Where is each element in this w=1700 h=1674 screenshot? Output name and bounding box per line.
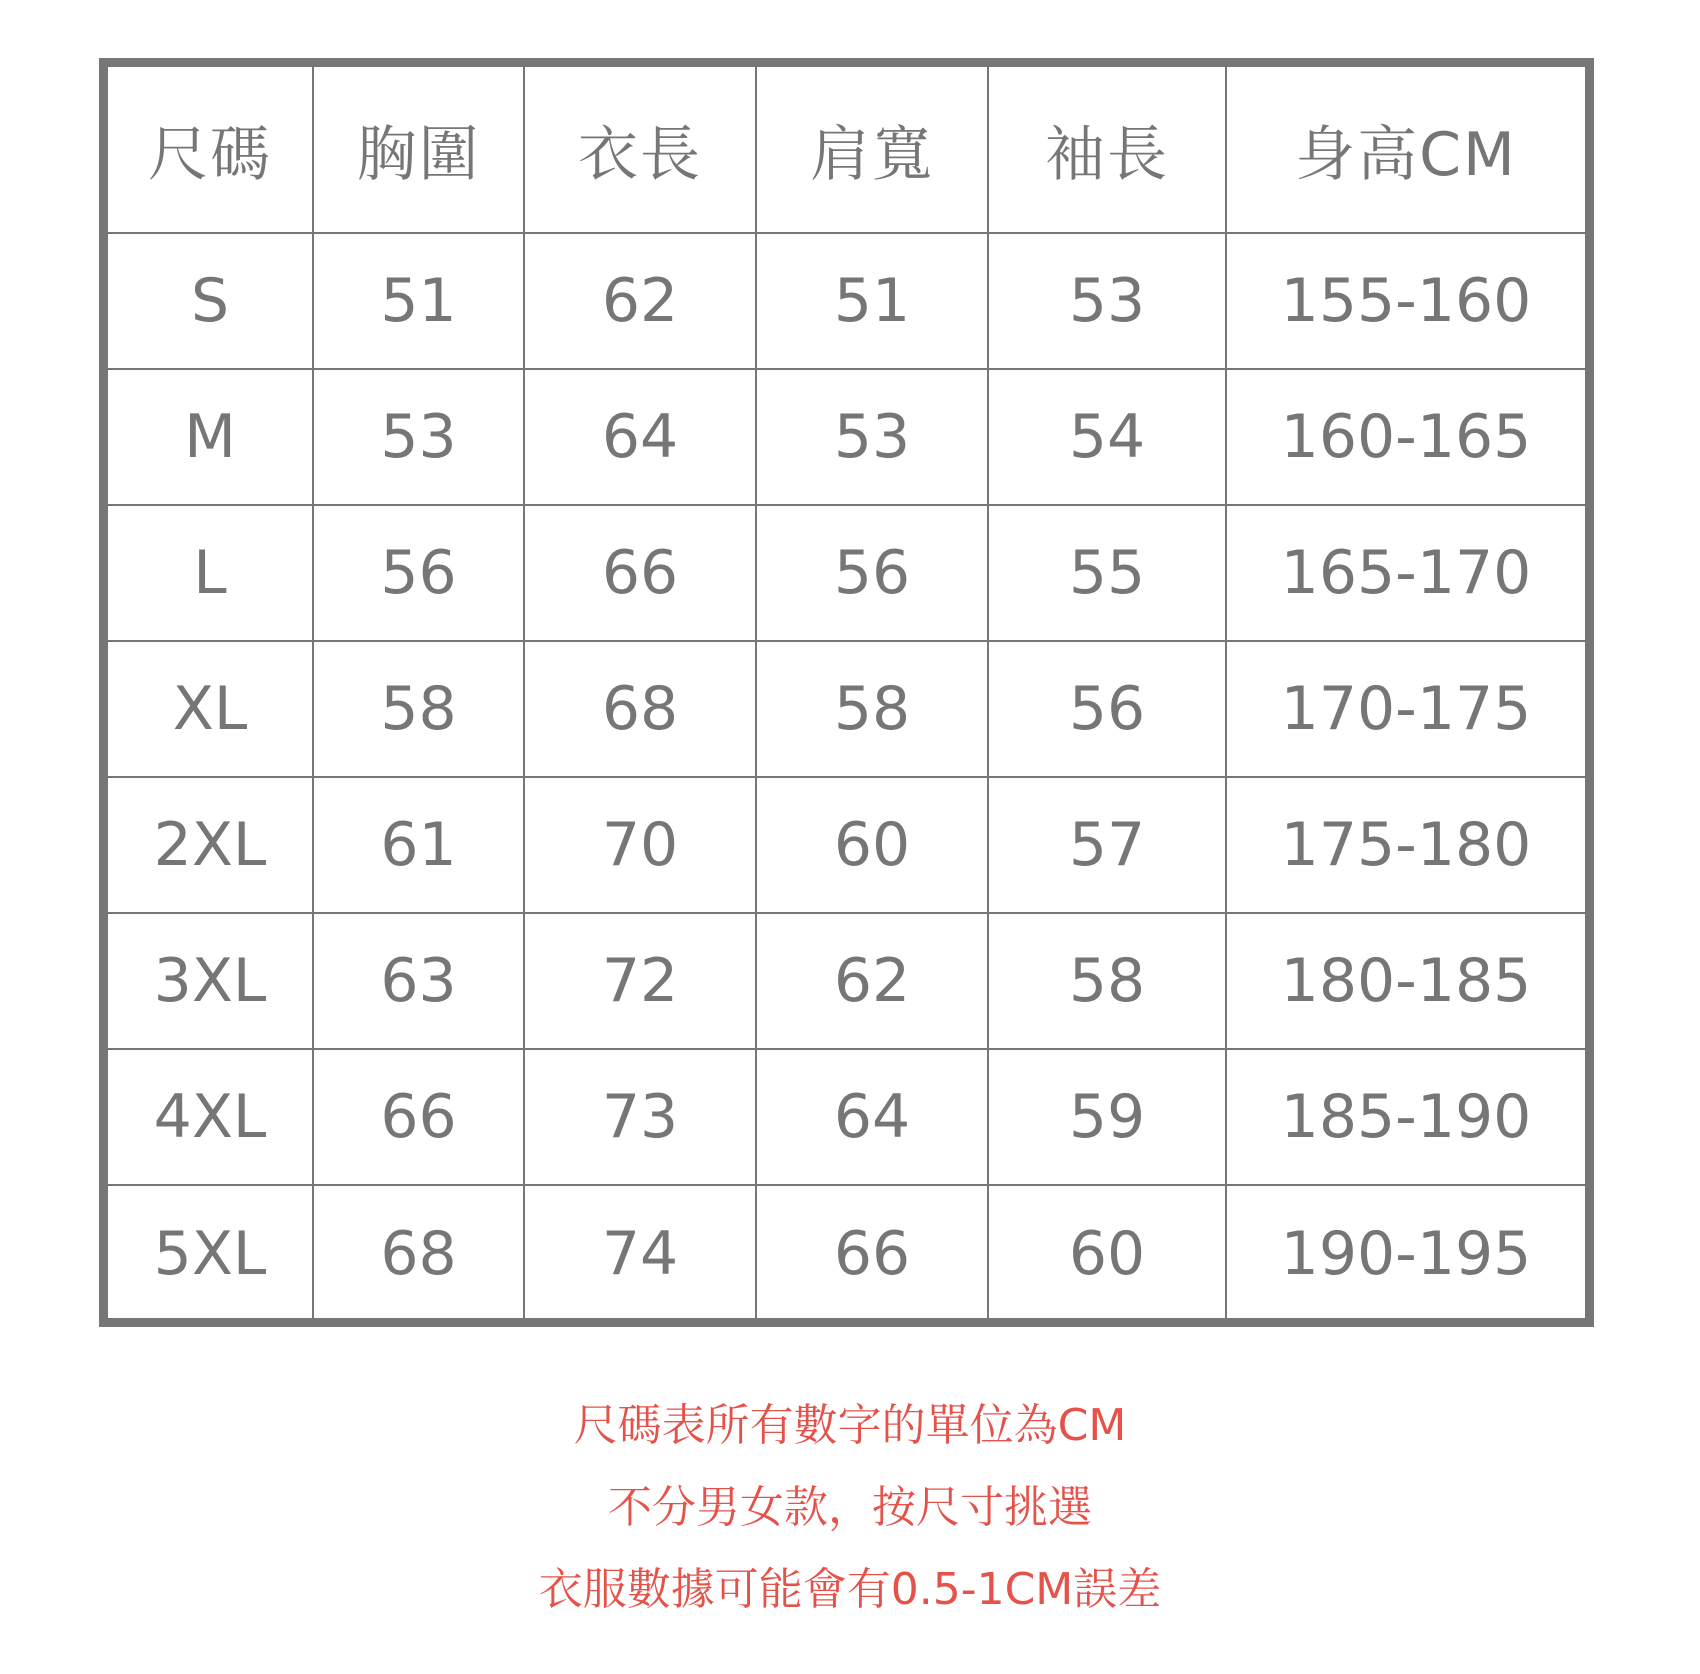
- cell-sleeve: 59: [988, 1049, 1226, 1185]
- cell-size: S: [108, 233, 313, 369]
- note-unit: 尺碼表所有數字的單位為CM: [573, 1400, 1127, 1451]
- cell-length: 70: [524, 777, 756, 913]
- cell-sleeve: 58: [988, 913, 1226, 1049]
- cell-length: 64: [524, 369, 756, 505]
- size-table: [108, 67, 1585, 1321]
- cell-sleeve: 54: [988, 369, 1226, 505]
- cell-size: XL: [108, 641, 313, 777]
- cell-shoulder: 58: [756, 641, 988, 777]
- size-notes: [0, 1385, 1700, 1631]
- cell-size: 5XL: [108, 1185, 313, 1321]
- cell-length: 62: [524, 233, 756, 369]
- cell-height: 180-185: [1226, 913, 1585, 1049]
- table-row: [108, 505, 1585, 641]
- cell-height: 160-165: [1226, 369, 1585, 505]
- header-height: 身高CM: [1226, 67, 1585, 233]
- cell-height: 155-160: [1226, 233, 1585, 369]
- note-tolerance: 衣服數據可能會有0.5-1CM誤差: [538, 1564, 1162, 1615]
- table-row: [108, 641, 1585, 777]
- cell-size: 2XL: [108, 777, 313, 913]
- cell-shoulder: 60: [756, 777, 988, 913]
- cell-shoulder: 64: [756, 1049, 988, 1185]
- cell-chest: 68: [313, 1185, 524, 1321]
- cell-sleeve: 57: [988, 777, 1226, 913]
- cell-height: 185-190: [1226, 1049, 1585, 1185]
- cell-chest: 63: [313, 913, 524, 1049]
- cell-sleeve: 56: [988, 641, 1226, 777]
- cell-height: 175-180: [1226, 777, 1585, 913]
- note-unisex: 不分男女款，按尺寸挑選: [608, 1482, 1092, 1533]
- cell-chest: 53: [313, 369, 524, 505]
- cell-chest: 61: [313, 777, 524, 913]
- size-table-frame: [99, 58, 1594, 1327]
- cell-shoulder: 66: [756, 1185, 988, 1321]
- table-row: [108, 1185, 1585, 1321]
- cell-length: 68: [524, 641, 756, 777]
- cell-chest: 56: [313, 505, 524, 641]
- cell-length: 74: [524, 1185, 756, 1321]
- header-chest: 胸圍: [313, 67, 524, 233]
- cell-shoulder: 62: [756, 913, 988, 1049]
- cell-shoulder: 56: [756, 505, 988, 641]
- cell-height: 170-175: [1226, 641, 1585, 777]
- cell-length: 72: [524, 913, 756, 1049]
- cell-length: 66: [524, 505, 756, 641]
- header-sleeve: 袖長: [988, 67, 1226, 233]
- cell-shoulder: 53: [756, 369, 988, 505]
- cell-height: 165-170: [1226, 505, 1585, 641]
- cell-chest: 58: [313, 641, 524, 777]
- cell-chest: 51: [313, 233, 524, 369]
- table-row: [108, 777, 1585, 913]
- cell-size: M: [108, 369, 313, 505]
- header-shoulder: 肩寬: [756, 67, 988, 233]
- cell-sleeve: 53: [988, 233, 1226, 369]
- table-row: [108, 369, 1585, 505]
- table-row: [108, 913, 1585, 1049]
- cell-sleeve: 55: [988, 505, 1226, 641]
- cell-size: 4XL: [108, 1049, 313, 1185]
- cell-sleeve: 60: [988, 1185, 1226, 1321]
- cell-size: 3XL: [108, 913, 313, 1049]
- header-size: 尺碼: [108, 67, 313, 233]
- table-header-row: [108, 67, 1585, 233]
- header-length: 衣長: [524, 67, 756, 233]
- cell-height: 190-195: [1226, 1185, 1585, 1321]
- cell-shoulder: 51: [756, 233, 988, 369]
- cell-length: 73: [524, 1049, 756, 1185]
- cell-size: L: [108, 505, 313, 641]
- table-row: [108, 1049, 1585, 1185]
- table-row: [108, 233, 1585, 369]
- cell-chest: 66: [313, 1049, 524, 1185]
